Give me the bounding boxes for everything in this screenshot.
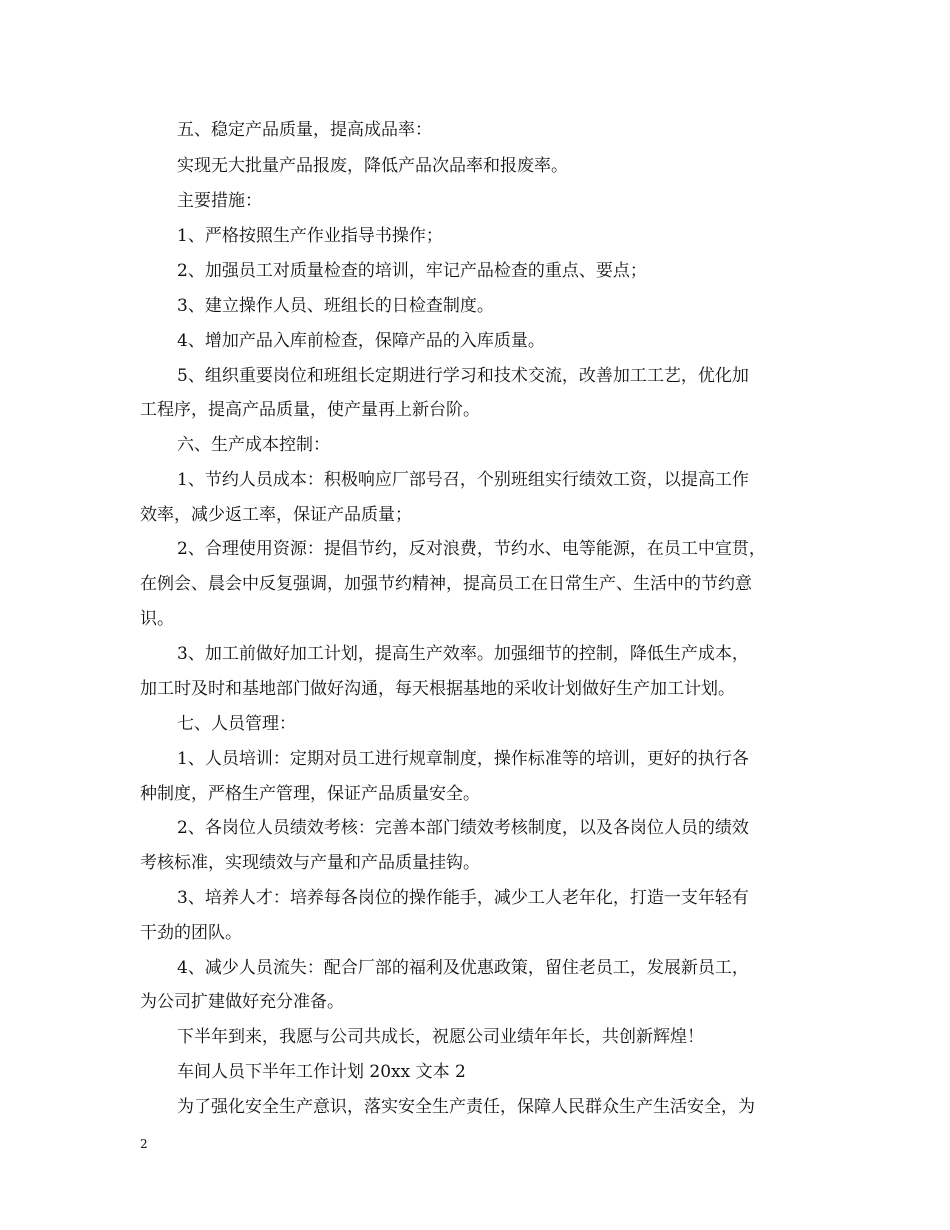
closing-statement: 下半年到来，我愿与公司共成长，祝愿公司业绩年年长，共创新辉煌！ bbox=[177, 1027, 704, 1047]
list-item-continuation: 在例会、晨会中反复强调，加强节约精神，提高员工在日常生产、生活中的节约意 bbox=[140, 574, 752, 594]
list-item: 3、培养人才：培养每各岗位的操作能手，减少工人老年化，打造一支年轻有 bbox=[177, 888, 749, 908]
list-item-continuation: 识。 bbox=[140, 609, 174, 629]
paragraph-line: 为了强化安全生产意识，落实安全生产责任，保障人民群众生产生活安全，为 bbox=[177, 1097, 755, 1117]
list-item-continuation: 效率，减少返工率，保证产品质量； bbox=[140, 505, 412, 525]
page-number: 2 bbox=[140, 1137, 148, 1151]
section-heading-quality: 五、稳定产品质量，提高成品率： bbox=[177, 120, 432, 140]
paragraph-line: 主要措施： bbox=[177, 191, 262, 211]
section-heading-personnel: 七、人员管理： bbox=[177, 714, 296, 734]
list-item: 2、合理使用资源：提倡节约，反对浪费，节约水、电等能源，在员工中宣贯， bbox=[177, 539, 766, 559]
list-item: 1、节约人员成本：积极响应厂部号召，个别班组实行绩效工资，以提高工作 bbox=[177, 470, 749, 490]
list-item-continuation: 种制度，严格生产管理，保证产品质量安全。 bbox=[140, 784, 480, 804]
list-item-continuation: 加工时及时和基地部门做好沟通，每天根据基地的采收计划做好生产加工计划。 bbox=[140, 679, 735, 699]
list-item-continuation: 工程序，提高产品质量，使产量再上新台阶。 bbox=[140, 400, 480, 420]
list-item: 2、加强员工对质量检查的培训，牢记产品检查的重点、要点； bbox=[177, 261, 647, 281]
list-item: 4、增加产品入库前检查，保障产品的入库质量。 bbox=[177, 331, 545, 351]
list-item: 3、建立操作人员、班组长的日检查制度。 bbox=[177, 296, 494, 316]
list-item-continuation: 干劲的团队。 bbox=[140, 923, 242, 943]
list-item: 1、严格按照生产作业指导书操作； bbox=[177, 226, 443, 246]
list-item-continuation: 考核标准，实现绩效与产量和产品质量挂钩。 bbox=[140, 853, 480, 873]
list-item: 1、人员培训：定期对员工进行规章制度，操作标准等的培训，更好的执行各 bbox=[177, 749, 749, 769]
paragraph-line: 实现无大批量产品报废，降低产品次品率和报废率。 bbox=[177, 156, 568, 176]
list-item-continuation: 为公司扩建做好充分准备。 bbox=[140, 992, 344, 1012]
section-heading-cost: 六、生产成本控制： bbox=[177, 435, 330, 455]
list-item: 4、减少人员流失：配合厂部的福利及优惠政策，留住老员工，发展新员工， bbox=[177, 958, 749, 978]
list-item: 2、各岗位人员绩效考核：完善本部门绩效考核制度，以及各岗位人员的绩效 bbox=[177, 818, 749, 838]
list-item: 3、加工前做好加工计划，提高生产效率。加强细节的控制，降低生产成本， bbox=[177, 644, 749, 664]
document-subtitle: 车间人员下半年工作计划 20xx 文本 2 bbox=[177, 1062, 466, 1082]
list-item: 5、组织重要岗位和班组长定期进行学习和技术交流，改善加工工艺，优化加 bbox=[177, 366, 749, 386]
